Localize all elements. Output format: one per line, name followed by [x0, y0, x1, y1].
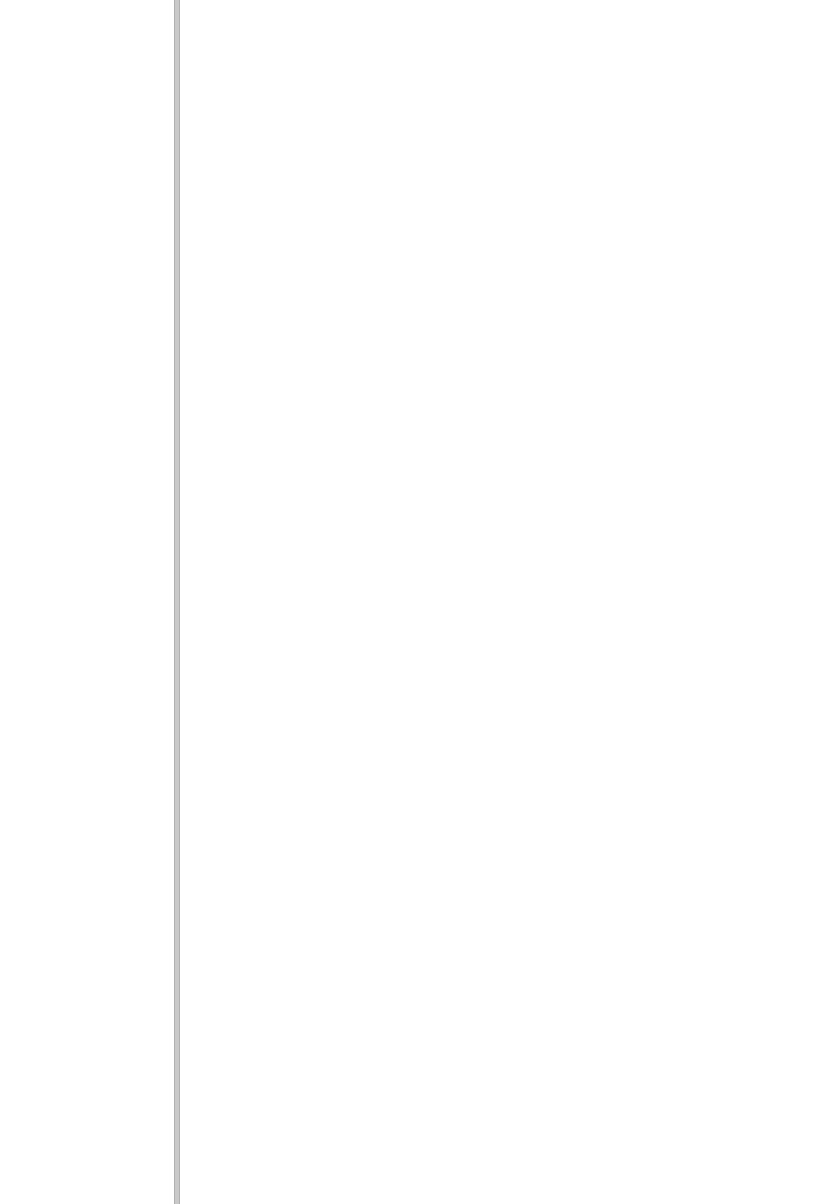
frozen-column-divider[interactable] — [174, 0, 180, 1204]
